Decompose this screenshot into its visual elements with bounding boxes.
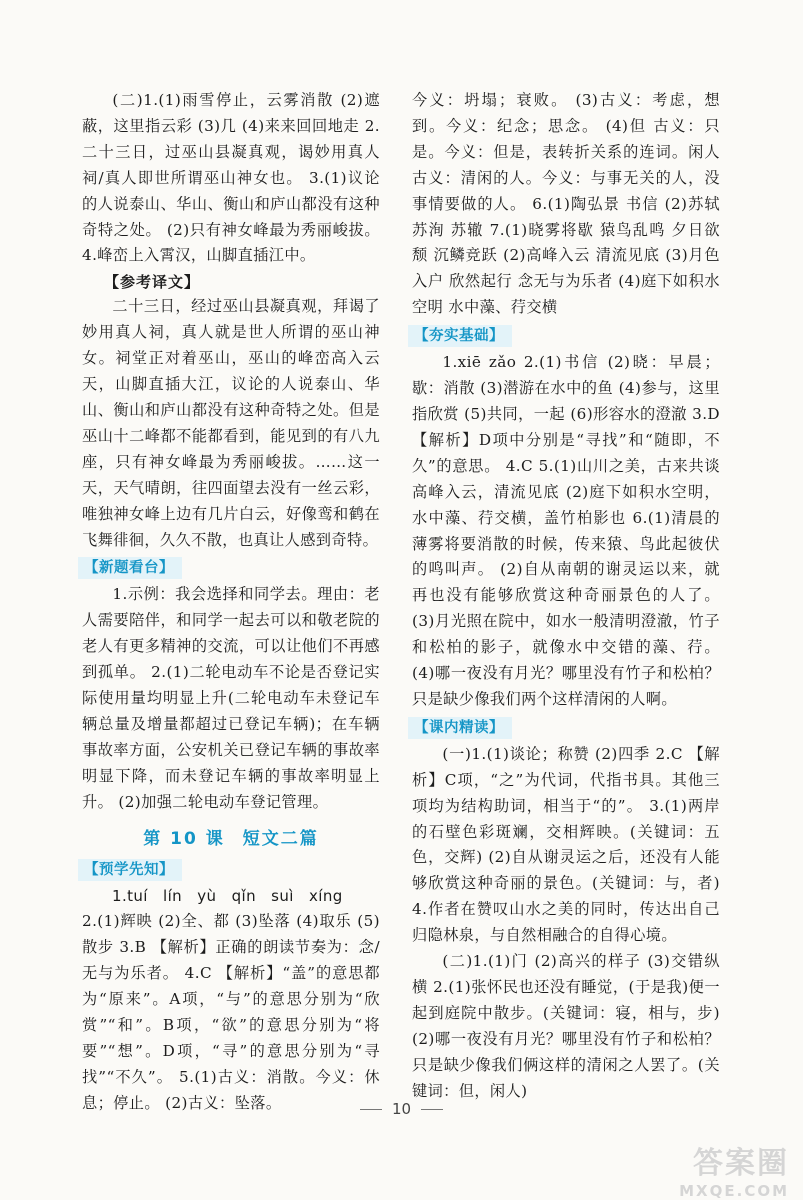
answer-block-1: (二)1.(1)雨雪停止，云雾消散 (2)遮蔽，这里指云彩 (3)几 (4)来来回回地走 2.二十三日，过巫山县凝真观，谒妙用真人祠/真人即世所谓巫山神女也。 3.(1)议论的人说泰山、华山、衡山和庐山都没有这种奇特之处。 (2)只有神女峰最为秀丽峻拔。 4.峰峦上入霄汉，山脚直插江中。 [82,91,380,265]
watermark-text: 答案圈 [693,1146,789,1181]
section-title-new-questions: 【新题看台】 [78,557,182,579]
answer-block-basics: 1.xiē zǎo 2.(1)书信 (2)晓：早晨；歇：消散 (3)潜游在水中的鱼 (4)参与，这里指欣赏 (5)共同，一起 (6)形容水的澄澈 3.D 【解析】D项中分别是“寻找”和“随即，不久”的意思。 4.C 5.(1)山川之美，古来共谈 高峰入云，清流见底 (2)庭下如积水空明，水中藻、荇交横，盖竹柏影也 6.(1)清晨的薄雾将要消散的时候，传来猿、鸟此起彼伏的鸣叫声。 (2)自从南朝的谢灵运以来，就再也没有能够欣赏这种奇丽景色的人了。 (3)月光照在院中，如水一般清明澄澈，竹子和松柏的影子，就像水中交错的藻、荇。 (4)哪一夜没有月光？哪里没有竹子和松柏？只是缺少像我们两个这样清闲的人啊。 [412,353,720,708]
lesson-heading [82,824,380,849]
page-footer [0,1100,803,1118]
page-number: 10 [391,1100,412,1118]
lesson-name: 短文二篇 [242,828,319,849]
answer-block-new-questions: 1.示例：我会选择和同学去。理由：老人需要陪伴，和同学一起去可以和敬老院的老人有更多精神的交流，可以让他们不再感到孤单。 2.(1)二轮电动车不论是否登记实际使用量均明显上升(二轮电动车未登记车辆总量及增量都超过已登记车辆)；在车辆事故率方面，公安机关已登记车辆的事故率明显下降，而未登记车辆的事故率明显上升。 (2)加强二轮电动车登记管理。 [82,585,380,811]
watermark-logo [679,1138,789,1200]
section-title-basics: 【夯实基础】 [408,325,512,347]
answer-block-reading-2: (二)1.(1)门 (2)高兴的样子 (3)交错纵横 2.(1)张怀民也还没有睡觉，(于是我)便一起到庭院中散步。(关键词：寝，相与，步) (2)哪一夜没有月光？哪里没有竹子和松柏？只是缺少像我们俩这样的清闲之人罢了。(关键词：但，闲人) [412,952,720,1100]
left-column [82,88,380,1117]
pinyin-answer: 1.tuí lín yù qǐn suì xíng [112,886,343,905]
section-title-close-reading: 【课内精读】 [408,717,512,739]
answer-block-preview: 2.(1)辉映 (2)全、都 (3)坠落 (4)取乐 (5)散步 3.B 【解析】正确的朗读节奏为：念/无与为乐者。 4.C 【解析】“盖”的意思都为“原来”。A项，“与”的意思分别为“欣赏”“和”。B项，“欲”的意思分别为“将要”“想”。D项，“寻”的意思分别为“寻找”“不久”。 5.(1)古义：消散。今义：休息；停止。 (2)古义：坠落。 [82,912,380,1112]
watermark-url: MXQE.COM [679,1182,789,1200]
answer-block-continued: 今义：坍塌；衰败。 (3)古义：考虑，想到。今义：纪念；思念。 (4)但 古义：只是。今义：但是，表转折关系的连词。闲人 古义：清闲的人。今义：与事无关的人，没事情要做的人。 6.(1)陶弘景 书信 (2)苏轼 苏洵 苏辙 7.(1)晓雾将歇 猿鸟乱鸣 夕日欲颓 沉鳞竞跃 (2)高峰入云 清流见底 (3)月色入户 欣然起行 念无与为乐者 (4)庭下如积水空明 水中藻、荇交横 [412,91,720,317]
lesson-number: 第 10 课 [143,828,225,849]
reference-translation-text: 二十三日，经过巫山县凝真观，拜谒了妙用真人祠，真人就是世人所谓的巫山神女。祠堂正对着巫山，巫山的峰峦高入云天，山脚直插大江，议论的人说泰山、华山、衡山和庐山都没有这种奇特之处。但是巫山十二峰都不能都看到，能见到的有八九座，只有神女峰最为秀丽峻拔。……这一天，天气晴朗，往四面望去没有一丝云彩，唯独神女峰上边有几片白云，好像鸾和鹤在飞舞徘徊，久久不散，也真让人感到奇特。 [82,297,380,549]
right-column [412,88,720,1105]
reference-translation-title: 【参考译文】 [104,273,201,292]
answer-block-reading-1: (一)1.(1)谈论；称赞 (2)四季 2.C 【解析】C项，“之”为代词，代指书具。其他三项均为结构助词，相当于“的”。 3.(1)两岸的石壁色彩斑斓，交相辉映。(关键词：五色，交辉) (2)自从谢灵运之后，还没有人能够欣赏这种奇丽的景色。(关键词：与，者) 4.作者在赞叹山水之美的同时，传达出自己归隐林泉，与自然相融合的自得心境。 [412,744,720,945]
section-title-preview: 【预学先知】 [78,859,182,881]
